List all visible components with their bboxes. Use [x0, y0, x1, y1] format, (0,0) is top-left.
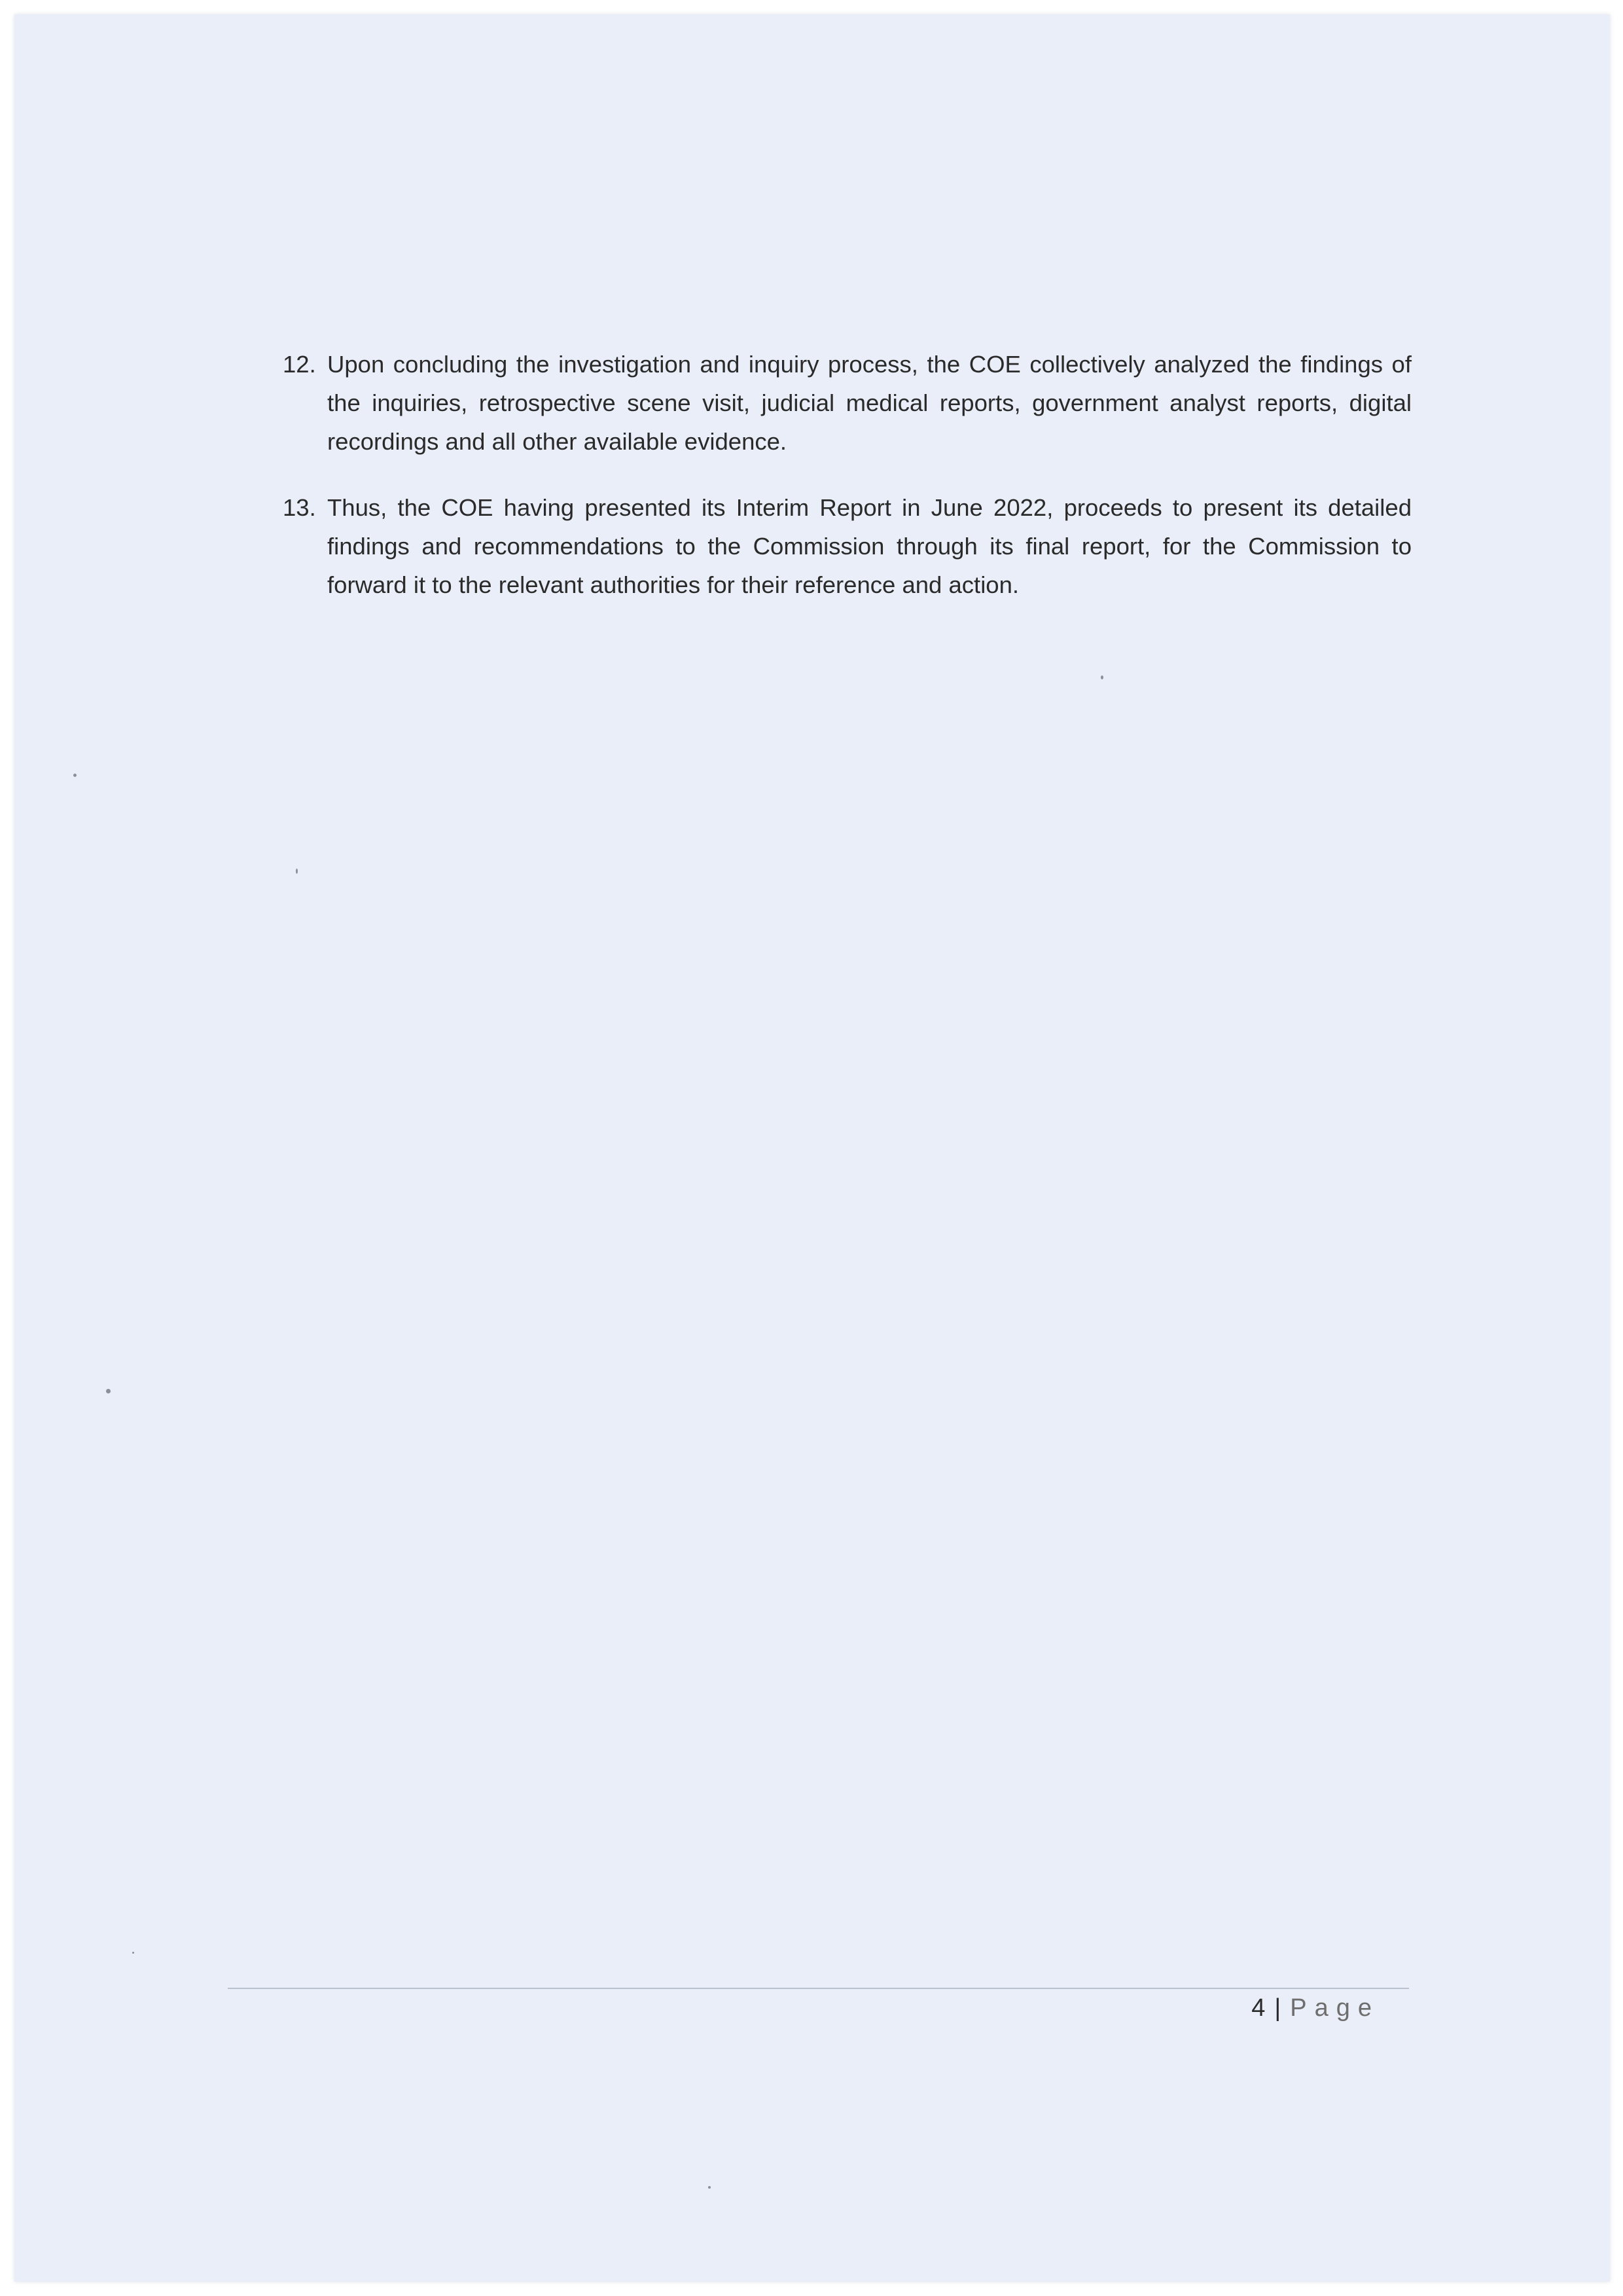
- page-word: Page: [1290, 1994, 1380, 2022]
- footer-divider: [228, 1988, 1409, 1989]
- scan-speck: [132, 1952, 134, 1954]
- scan-speck: [73, 774, 77, 777]
- paragraph-number: 13.: [283, 494, 316, 521]
- paragraph-number: 12.: [283, 351, 316, 378]
- scan-speck: [708, 2186, 711, 2189]
- document-page: [14, 14, 1610, 2282]
- page-number: 4: [1251, 1994, 1266, 2022]
- scan-speck: [1101, 675, 1103, 679]
- numbered-paragraph: [283, 345, 1412, 461]
- page-separator: |: [1274, 1994, 1281, 2022]
- page-footer: [1251, 1994, 1380, 2022]
- scan-speck: [296, 869, 298, 874]
- paragraph-text: Upon concluding the investigation and inquiry process, the COE collectively analyzed the findings of the inquiries, retrospective scene visit, judicial medical reports, government analyst reports, digital recordings and all other available evidence.: [327, 351, 1412, 455]
- numbered-paragraph: [283, 488, 1412, 604]
- paragraph-text: Thus, the COE having presented its Interim Report in June 2022, proceeds to present its detailed findings and recommendations to the Commission through its final report, for the Commission to forward it to the relevant authorities for their reference and action.: [327, 494, 1412, 598]
- scan-speck: [106, 1389, 111, 1393]
- body-text: [283, 345, 1412, 632]
